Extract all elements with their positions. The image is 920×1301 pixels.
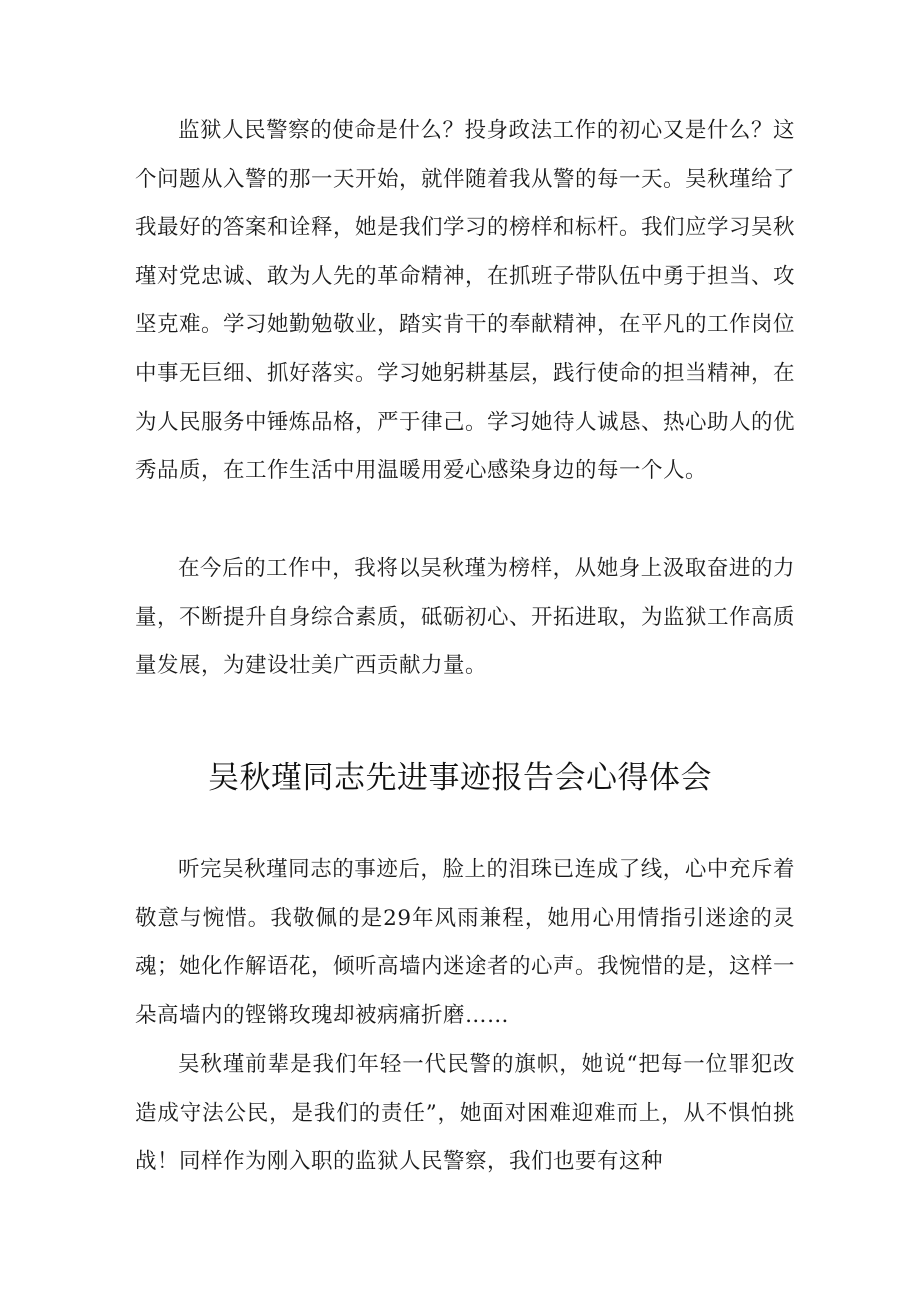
section1-paragraph-1: 监狱人民警察的使命是什么？投身政法工作的初心又是什么？这个问题从入警的那一天开始，就伴随着我从警的每一天。吴秋瑾给了我最好的答案和诠释，她是我们学习的榜样和标杆。我们应学习吴秋瑾对党忠诚、敢为人先的革命精神，在抓班子带队伍中勇于担当、攻坚克难。学习她勤勉敬业，踏实肯干的奉献精神，在平凡的工作岗位中事无巨细、抓好落实。学习她躬耕基层，践行使命的担当精神，在为人民服务中锤炼品格，严于律己。学习她待人诚恳、热心助人的优秀品质，在工作生活中用温暖用爱心感染身边的每一个人。 bbox=[135, 118, 796, 484]
section1-paragraph-2: 在今后的工作中，我将以吴秋瑾为榜样，从她身上汲取奋进的力量，不断提升自身综合素质，砥砺初心、开拓进取，为监狱工作高质量发展，为建设壮美广西贡献力量。 bbox=[135, 556, 796, 679]
section2-title: 吴秋瑾同志先进事迹报告会心得体会 bbox=[208, 760, 712, 796]
section2-paragraph-1: 听完吴秋瑾同志的事迹后，脸上的泪珠已连成了线，心中充斥着敬意与惋惜。我敬佩的是29年风雨兼程，她用心用情指引迷途的灵魂；她化作解语花，倾听高墙内迷途者的心声。我惋惜的是，这样一朵高墙内的铿锵玫瑰却被病痛折磨…… bbox=[135, 857, 796, 1028]
section2-paragraph-2: 吴秋瑾前辈是我们年轻一代民警的旗帜，她说“把每一位罪犯改造成守法公民，是我们的责任”，她面对困难迎难而上，从不惧怕挑战！同样作为刚入职的监狱人民警察，我们也要有这种 bbox=[135, 1052, 795, 1175]
